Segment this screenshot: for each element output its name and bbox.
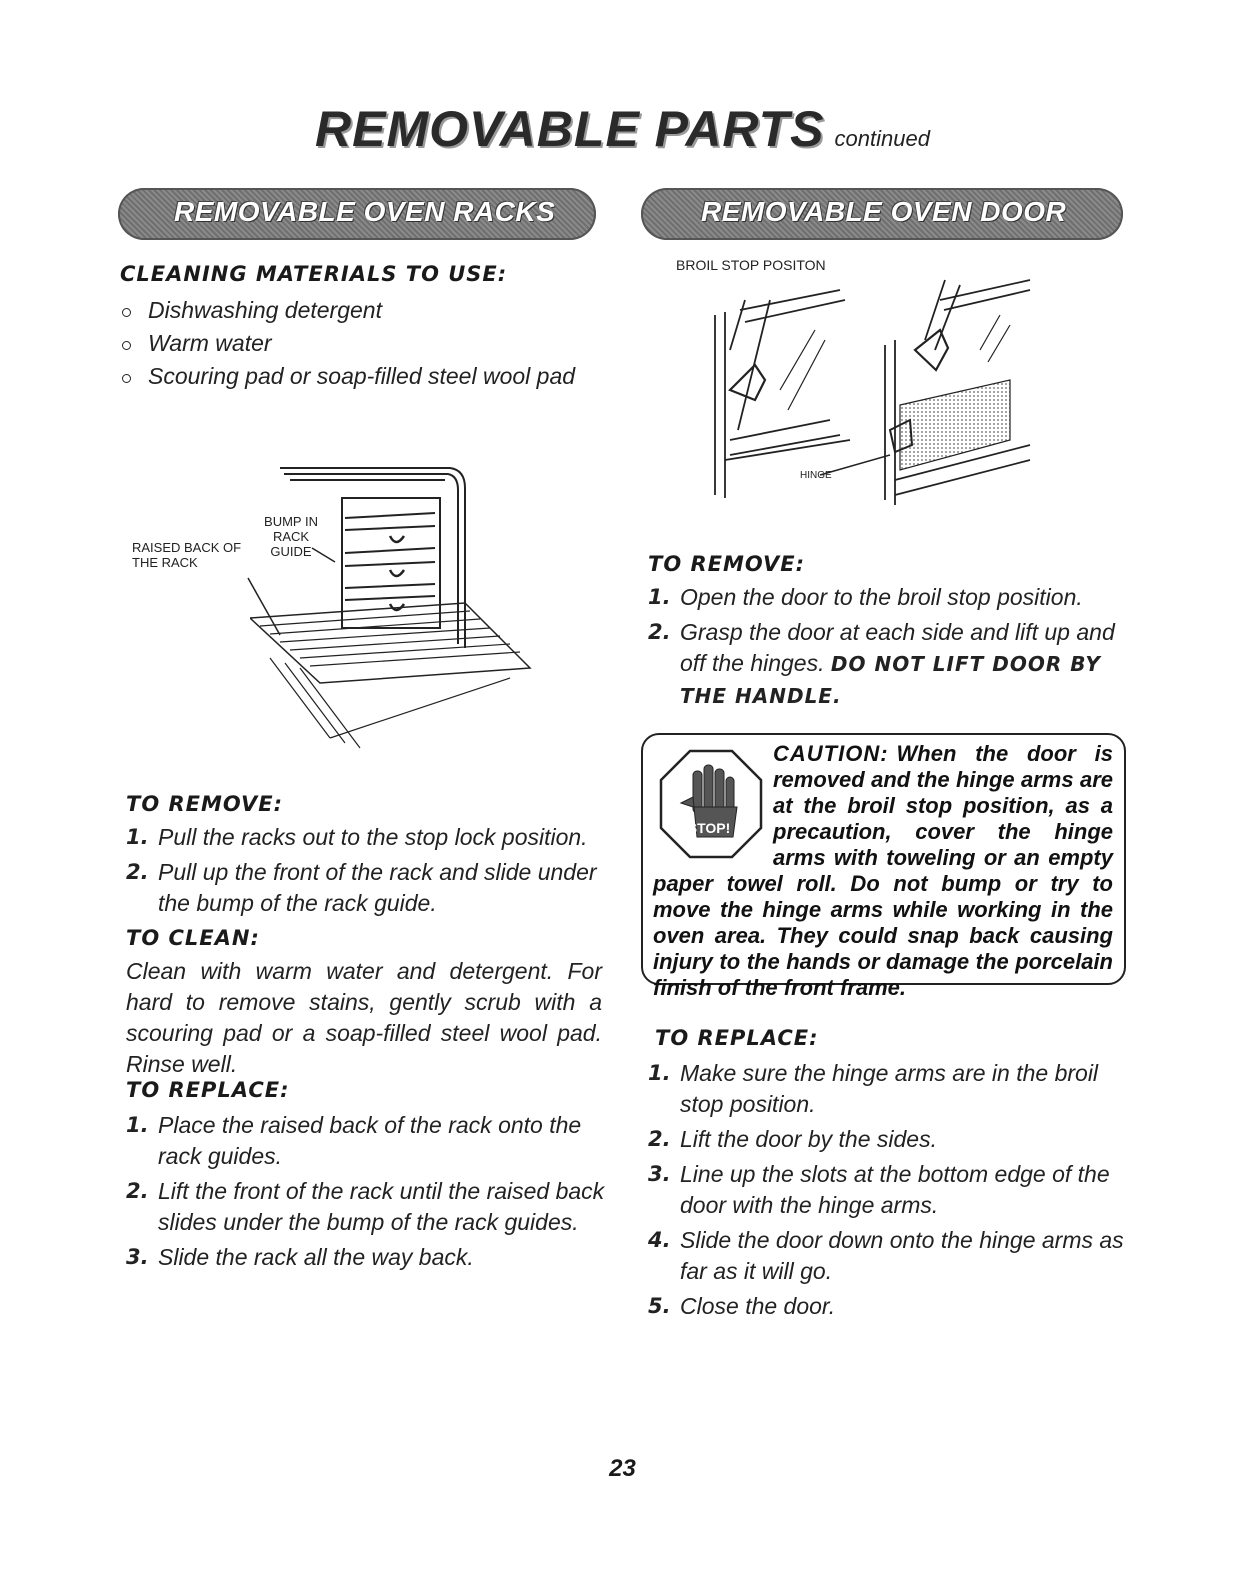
stop-sign-text: STOP! [687,820,731,836]
replace-heading-right: TO REPLACE: [655,1026,819,1050]
clean-text: Clean with warm water and detergent. For hard to remove stains, gently scrub with a scouring pad or a soap-filled steel wool pad. Rinse well. [126,958,602,1077]
list-item: 3. Line up the slots at the bottom edge of the door with the hinge arms. [648,1161,1110,1218]
title-main: REMOVABLE PARTS [315,101,825,157]
banner-oven-door-text: REMOVABLE OVEN DOOR [701,196,1067,227]
replace-heading-left: TO REPLACE: [126,1078,290,1102]
caution-text [653,741,1113,1001]
page-number: 23 [609,1455,636,1482]
list-item: Warm water [120,327,590,360]
caution-message: When the door is removed and the hinge arms are at the broil stop position, as a precaution, cover the hinge arms with toweling or an empty paper towel roll. Do not bump or try to move the hinge arms while working in the oven area. They could snap back causing injury to the hands or damage the porcelain finish of the front frame. [653,741,1113,1000]
list-item: 4. Slide the door down onto the hinge arms as far as it will go. [648,1227,1124,1284]
title-sub: continued [834,126,930,151]
remove-steps-right [648,582,1118,716]
list-item: Scouring pad or soap-filled steel wool pad [120,360,590,393]
list-item: 1. Open the door to the broil stop position. [648,584,1083,610]
list-item: 3. Slide the rack all the way back. [126,1244,474,1270]
label-bump: BUMP IN RACK GUIDE [264,514,318,559]
label-broil-stop: BROIL STOP POSITON [676,257,826,273]
banner-oven-door [641,188,1123,240]
list-item: 2. Lift the front of the rack until the raised back slides under the bump of the rack guides. [126,1178,605,1235]
replace-steps-right [648,1058,1126,1326]
replace-steps-left [126,1110,606,1277]
warning-text: DO NOT LIFT DOOR BY THE HANDLE. [680,652,1101,708]
list-item: 1. Place the raised back of the rack onto the rack guides. [126,1112,582,1169]
list-item: 1. Make sure the hinge arms are in the broil stop position. [648,1060,1099,1117]
clean-heading: TO CLEAN: [126,926,260,950]
remove-steps-left [126,822,606,923]
list-item: 1. Pull the racks out to the stop lock position. [126,824,588,850]
list-item: 5. Close the door. [648,1293,836,1319]
list-item: 2. Pull up the front of the rack and slide under the bump of the rack guide. [126,859,597,916]
door-diagram [700,270,1040,520]
label-hinge: HINGE [800,470,832,481]
materials-heading: CLEANING MATERIALS TO USE: [120,262,508,286]
diagram-leader-lines [240,540,360,640]
list-item: 2. Lift the door by the sides. [648,1126,937,1152]
banner-oven-racks [118,188,596,240]
label-raised-back: RAISED BACK OF THE RACK [132,540,242,570]
page-title [0,100,1245,158]
list-item: 2. Grasp the door at each side and lift up and off the hinges. DO NOT LIFT DOOR BY THE HANDLE. [648,619,1115,708]
banner-oven-racks-text: REMOVABLE OVEN RACKS [174,196,556,227]
caution-box [641,733,1126,1000]
list-item: Dishwashing detergent [120,294,590,327]
caution-label: CAUTION: [773,741,889,766]
remove-heading-left: TO REMOVE: [126,792,283,816]
materials-list [120,294,590,393]
remove-heading-right: TO REMOVE: [648,552,805,576]
